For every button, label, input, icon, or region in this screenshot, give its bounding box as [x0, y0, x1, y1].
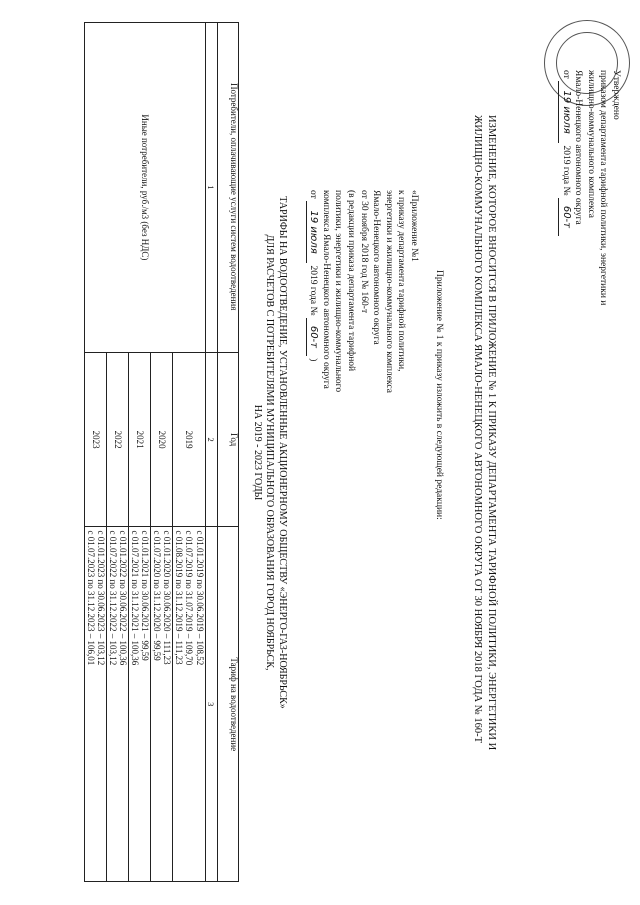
approval-line: Утверждено	[611, 70, 621, 120]
table-header-row	[218, 23, 239, 882]
approval-number-handwritten: 60-т	[558, 198, 572, 236]
approval-date-handwritten: 19 июля	[558, 81, 572, 143]
tariff-period: с 01.07.2020 по 31.12.2020 – 99,59	[152, 530, 162, 661]
tariff-cell	[173, 527, 206, 882]
document-heading	[471, 115, 498, 750]
appendix-line: к приказу департамента тарифной политики,	[396, 190, 407, 372]
title-line: НА 2019 - 2023 ГОДЫ	[252, 404, 263, 501]
year-cell: 2023	[85, 352, 107, 527]
tariff-period: с 01.07.2019 по 31.07.2019 – 109,70	[184, 530, 195, 666]
tariff-period: с 01.07.2021 по 31.12.2021 – 100,36	[130, 530, 140, 666]
appendix-line: от 30 ноября 2018 год № 160-т	[358, 190, 369, 314]
approval-line: Ямало-Ненецкого автономного округа	[573, 70, 584, 225]
tariff-cell	[151, 527, 173, 882]
column-number: 2	[206, 352, 218, 527]
tariff-title	[251, 0, 289, 905]
appendix-number-handwritten: 60-т	[306, 318, 320, 356]
approval-line: жилищно-коммунального комплекса	[585, 70, 596, 219]
appendix-date-handwritten: 19 июля	[306, 201, 320, 263]
tariff-cell	[107, 527, 129, 882]
approval-block	[558, 70, 622, 305]
appendix-date-line	[306, 190, 320, 393]
year-cell: 2022	[107, 352, 129, 527]
appendix-line: Ямало-Ненецкого автономного округа	[371, 190, 382, 345]
appendix-date-prefix: от	[308, 190, 319, 199]
appendix-line: «Приложение №1	[409, 190, 419, 262]
tariff-period: с 01.01.2021 по 30.06.2021 – 99,59	[140, 530, 151, 661]
tariff-period: с 01.08.2019 по 31.12.2019 – 111,23	[174, 530, 184, 665]
table-row	[173, 23, 206, 882]
approval-date-line	[558, 70, 572, 305]
tariff-period: с 01.01.2020 по 30.06.2020 – 111,23	[162, 530, 173, 665]
column-number: 3	[206, 527, 218, 882]
approval-year-text: 2019 года №	[560, 145, 571, 196]
heading-line: ИЗМЕНЕНИЕ, КОТОРОЕ ВНОСИТСЯ В ПРИЛОЖЕНИЕ № 1 К ПРИКАЗУ ДЕПАРТАМЕНТА ТАРИФНОЙ ПОЛИТИКИ, ЭНЕРГЕТИКИ И	[486, 115, 497, 751]
appendix-line: энергетики и жилищно-коммунального комплекса	[383, 190, 394, 393]
year-cell: 2021	[129, 352, 151, 527]
header-consumers: Потребители, оплачивающие услуги систем водоотведения	[218, 23, 239, 353]
column-number: 1	[206, 23, 218, 353]
appendix-line: комплекса Ямало-Ненецкого автономного округа	[320, 190, 331, 389]
consumer-label: Иные потребители, руб./м3 (без НДС)	[85, 23, 206, 353]
appendix-line: политики, энергетики и жилищно-коммунального	[333, 190, 344, 393]
tariff-period: с 01.07.2023 по 31.12.2023 – 106,01	[86, 530, 96, 666]
appendix-line: (в редакции приказа департамента тарифной	[346, 190, 357, 372]
approval-line: приказом департамента тарифной политики, энергетики и	[598, 70, 609, 306]
instruction-text: Приложение № 1 к приказу изложить в следующей редакции:	[434, 270, 444, 520]
heading-line: ЖИЛИЩНО-КОММУНАЛЬНОГО КОМПЛЕКСА ЯМАЛО-НЕНЕЦКОГО АВТОНОМНОГО ОКРУГА ОТ 30 НОЯБРЯ 2018 ГОДА № 160-Т	[472, 115, 484, 744]
approval-date-prefix: от	[560, 70, 571, 79]
tariff-cell	[129, 527, 151, 882]
header-year: Год	[218, 352, 239, 527]
appendix-block	[306, 190, 420, 393]
appendix-closing: )	[308, 358, 319, 362]
tariff-period: с 01.07.2022 по 31.12.2022 – 103,12	[108, 530, 118, 666]
tariff-period: с 01.01.2022 по 30.06.2022 – 100,36	[118, 530, 129, 666]
title-line: ДЛЯ РАСЧЕТОВ С ПОТРЕБИТЕЛЯМИ МУНИЦИПАЛЬНОГО ОБРАЗОВАНИЯ ГОРОД НОЯБРЬСК,	[264, 234, 276, 671]
column-number-row	[206, 23, 218, 882]
tariff-period: с 01.01.2023 по 30.06.2023 – 103,12	[96, 530, 107, 666]
tariff-table	[85, 22, 240, 882]
tariff-cell	[85, 527, 107, 882]
header-tariff: Тариф на водоотведение	[218, 527, 239, 882]
appendix-year-text: 2019 года №	[308, 265, 319, 316]
year-cell: 2019	[173, 352, 206, 527]
year-cell: 2020	[151, 352, 173, 527]
tariff-period: с 01.01.2019 по 30.06.2019 – 108,52	[195, 530, 205, 666]
title-line: ТАРИФЫ НА ВОДООТВЕДЕНИЕ, УСТАНОВЛЕННЫЕ АКЦИОНЕРНОМУ ОБЩЕСТВУ «ЭНЕРГО-ГАЗ-НОЯБРЬСК»	[277, 196, 288, 709]
